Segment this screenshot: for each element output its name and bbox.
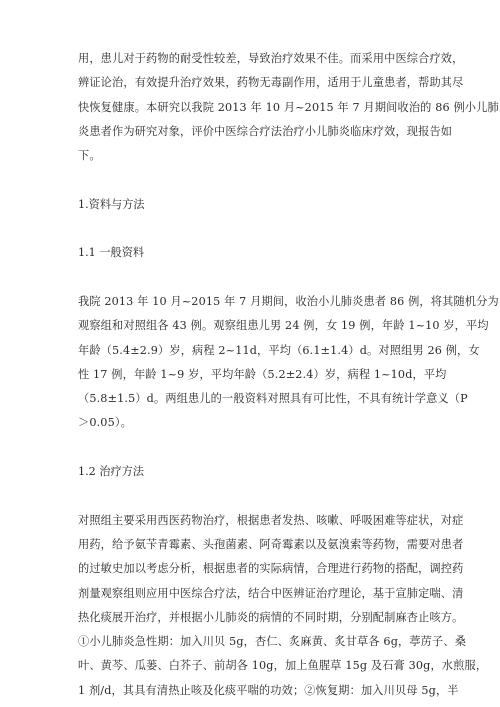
text-line: （5.8±1.5）d。两组患儿的一般资料对照具有可比性，不具有统计学意义（P [78, 392, 468, 406]
text-line: 剂量观察组则应用中医综合疗法，结合中医辨证治疗理论，基于宣肺定喘、清 [78, 586, 464, 600]
spacer [78, 217, 424, 241]
text-line: 对照组主要采用西医药物治疗，根据患者发热、咳嗽、呼吸困难等症状，对症 [78, 513, 464, 527]
subsection-heading-treatment-methods: 1.2 治疗方法 [78, 465, 145, 479]
intro-paragraph [78, 47, 499, 168]
text-line: 的过敏史加以考虑分析，根据患者的实际病情，合理进行药物的搭配，调控药 [78, 562, 464, 576]
text-line: 我院 2013 年 10 月~2015 年 7 月期间，收治小儿肺炎患者 86 例，将其随机分为 [78, 294, 499, 308]
spacer [78, 436, 424, 460]
document-page [78, 47, 499, 703]
text-line: 用药，给予氨苄青霉素、头孢菌素、阿奇霉素以及氨溴索等药物，需要对患者 [78, 537, 464, 551]
section-heading-materials-methods: 1.资料与方法 [78, 197, 145, 211]
text-line: 热化痰展开治疗，并根据小儿肺炎的病情的不同时期，分别配制麻杏止咳方。 [78, 610, 464, 624]
spacer [78, 168, 424, 192]
text-line: 叶、黄芩、瓜蒌、白芥子、前胡各 10g，加上鱼腥草 15g 及石膏 30g，水煎服， [78, 659, 488, 673]
text-line: ①小儿肺炎急性期：加入川贝 5g，杏仁、炙麻黄、炙甘草各 6g，葶苈子、桑 [78, 635, 467, 649]
subsection-heading-general-data: 1.1 一般资料 [78, 246, 145, 260]
text-line: 辨证论治，有效提升治疗效果，药物无毒副作用，适用于儿童患者，帮助其尽 [78, 76, 464, 90]
spacer [78, 484, 424, 508]
spacer [78, 266, 424, 290]
text-line: 下。 [78, 149, 101, 163]
text-line: 炎患者作为研究对象，评价中医综合疗法治疗小儿肺炎临床疗效，现报告如 [78, 124, 453, 138]
text-line: 1 剂/d，其具有清热止咳及化痰平喘的功效；②恢复期：加入川贝母 5g，半 [78, 683, 459, 697]
text-line: 用，患儿对于药物的耐受性较差，导致治疗效果不佳。而采用中医综合疗效， [78, 52, 464, 65]
text-line: 观察组和对照组各 43 例。观察组患儿男 24 例，女 19 例，年龄 1~10 岁，平均 [78, 319, 489, 333]
general-data-paragraph [78, 290, 499, 436]
text-line: 年龄（5.4±2.9）岁，病程 2~11d，平均（6.1±1.4）d。对照组男 26 例，女 [78, 343, 480, 357]
text-line: 快恢复健康。本研究以我院 2013 年 10 月~2015 年 7 月期间收治的 86 例小儿肺 [78, 100, 499, 114]
treatment-paragraph [78, 509, 488, 703]
text-line: 性 17 例，年龄 1~9 岁，平均年龄（5.2±2.4）岁，病程 1~10d，平均 [78, 367, 447, 381]
text-line: ＞0.05）。 [78, 416, 132, 430]
